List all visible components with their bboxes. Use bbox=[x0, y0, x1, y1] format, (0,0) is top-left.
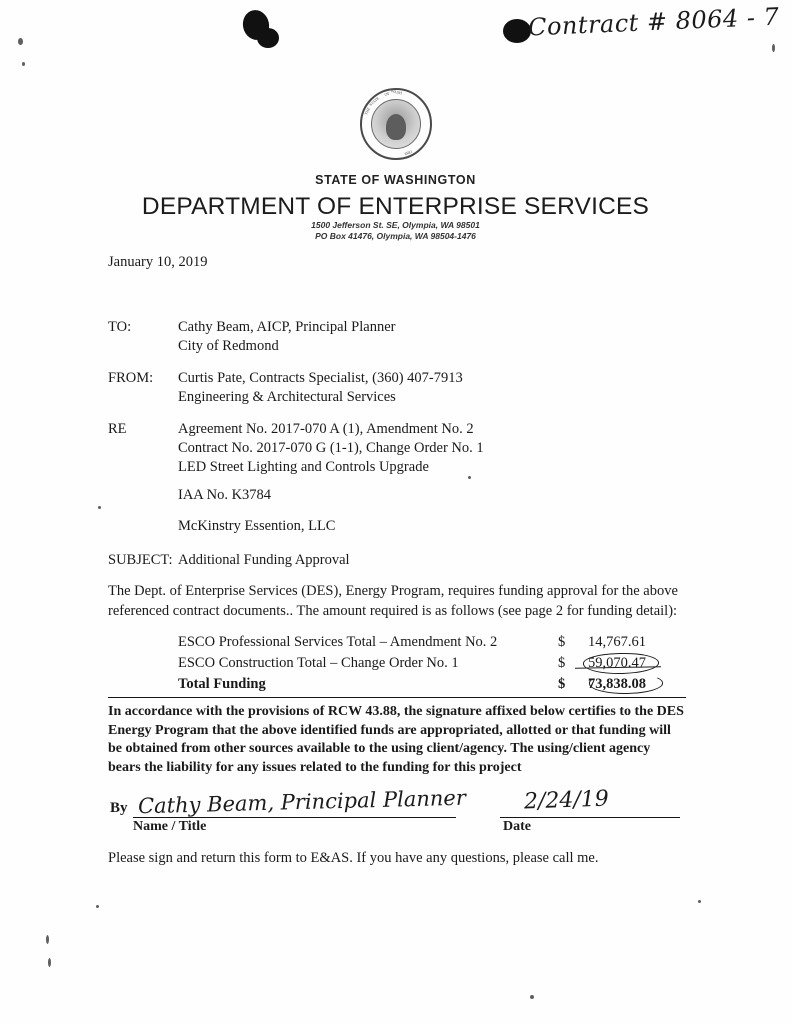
seal-outer-ring bbox=[360, 88, 432, 160]
seal-ring-text: THE STATE OF WASH 1889 bbox=[362, 88, 413, 157]
by-label: By bbox=[110, 800, 128, 816]
scan-speck bbox=[772, 44, 775, 52]
scan-speck bbox=[698, 900, 701, 903]
amount-row bbox=[178, 632, 678, 653]
scan-speck bbox=[18, 38, 23, 45]
from-line2: Engineering & Architectural Services bbox=[178, 389, 396, 405]
amount-row-total bbox=[178, 674, 678, 695]
amount-currency: $ bbox=[558, 634, 566, 650]
scan-speck bbox=[48, 958, 51, 967]
scan-speck bbox=[96, 905, 99, 908]
signature-date: 2/24/19 bbox=[523, 786, 610, 815]
amount-value: 59,070.47 bbox=[588, 655, 646, 671]
certification-paragraph: In accordance with the provisions of RCW 43.88, the signature affixed below certifies to the DES Energy Program that the above identified funds are appropriated, allotted or that funding will be obtained from other sources available to the using client/agency. The using/client agency bears the liability for any issues related to the funding for this project bbox=[108, 704, 684, 775]
scan-speck bbox=[22, 62, 25, 66]
vendor-name: McKinstry Essention, LLC bbox=[178, 518, 336, 534]
letter-to-block bbox=[108, 318, 708, 356]
amount-currency: $ bbox=[558, 676, 566, 692]
iaa-number: IAA No. K3784 bbox=[178, 487, 272, 503]
re-line2: Contract No. 2017-070 G (1-1), Change Order No. 1 bbox=[178, 440, 484, 456]
amount-row bbox=[178, 653, 678, 674]
to-line2: City of Redmond bbox=[178, 338, 279, 354]
subject-block bbox=[108, 552, 350, 569]
funding-amounts-table bbox=[178, 632, 678, 695]
amount-description: ESCO Construction Total – Change Order No. 1 bbox=[178, 655, 459, 671]
state-seal bbox=[0, 88, 791, 160]
amount-currency: $ bbox=[558, 655, 566, 671]
re-line3: LED Street Lighting and Controls Upgrade bbox=[178, 459, 429, 475]
subject-label: SUBJECT: bbox=[108, 552, 173, 568]
amount-value: 14,767.61 bbox=[588, 634, 646, 650]
scan-speck bbox=[98, 506, 101, 509]
scan-speck bbox=[530, 995, 534, 999]
letter-re-block bbox=[108, 420, 708, 477]
amount-value: 73,838.08 bbox=[588, 676, 646, 692]
ink-blob bbox=[503, 19, 531, 43]
letterhead-department: DEPARTMENT OF ENTERPRISE SERVICES bbox=[141, 193, 650, 220]
re-line1: Agreement No. 2017-070 A (1), Amendment No. 2 bbox=[178, 421, 474, 437]
from-label: FROM: bbox=[108, 370, 154, 386]
certification-divider bbox=[108, 697, 686, 698]
letter-date: January 10, 2019 bbox=[108, 254, 208, 270]
closing-instruction: Please sign and return this form to E&AS. If you have any questions, please call me. bbox=[108, 850, 599, 866]
signature-name: Cathy Beam, Principal Planner bbox=[137, 785, 467, 819]
letter-from-block bbox=[108, 369, 708, 407]
intro-paragraph: The Dept. of Enterprise Services (DES), Energy Program, requires funding approval for the above referenced contract documents.. The amount required is as follows (see page 2 for funding detail): bbox=[108, 583, 678, 619]
from-line1: Curtis Pate, Contracts Specialist, (360) 407-7913 bbox=[178, 370, 463, 386]
letterhead-address-line1: 1500 Jefferson St. SE, Olympia, WA 98501 bbox=[311, 220, 480, 230]
date-label: Date bbox=[503, 819, 531, 834]
amount-description: ESCO Professional Services Total – Amendment No. 2 bbox=[178, 634, 498, 650]
name-title-label: Name / Title bbox=[133, 819, 207, 834]
letterhead-address-line2: PO Box 41476, Olympia, WA 98504-1476 bbox=[315, 231, 476, 241]
letterhead-state: STATE OF WASHINGTON bbox=[315, 173, 476, 187]
to-line1: Cathy Beam, AICP, Principal Planner bbox=[178, 319, 396, 335]
signature-name-line bbox=[133, 817, 456, 818]
scan-speck bbox=[46, 935, 49, 944]
re-label: RE bbox=[108, 421, 127, 437]
signature-date-line bbox=[500, 817, 680, 818]
amount-description: Total Funding bbox=[178, 676, 266, 692]
subject-value: Additional Funding Approval bbox=[178, 552, 350, 568]
ink-blob bbox=[257, 28, 279, 48]
to-label: TO: bbox=[108, 319, 132, 335]
handwritten-contract-number: Contract # 8064 - 7 bbox=[527, 2, 780, 42]
